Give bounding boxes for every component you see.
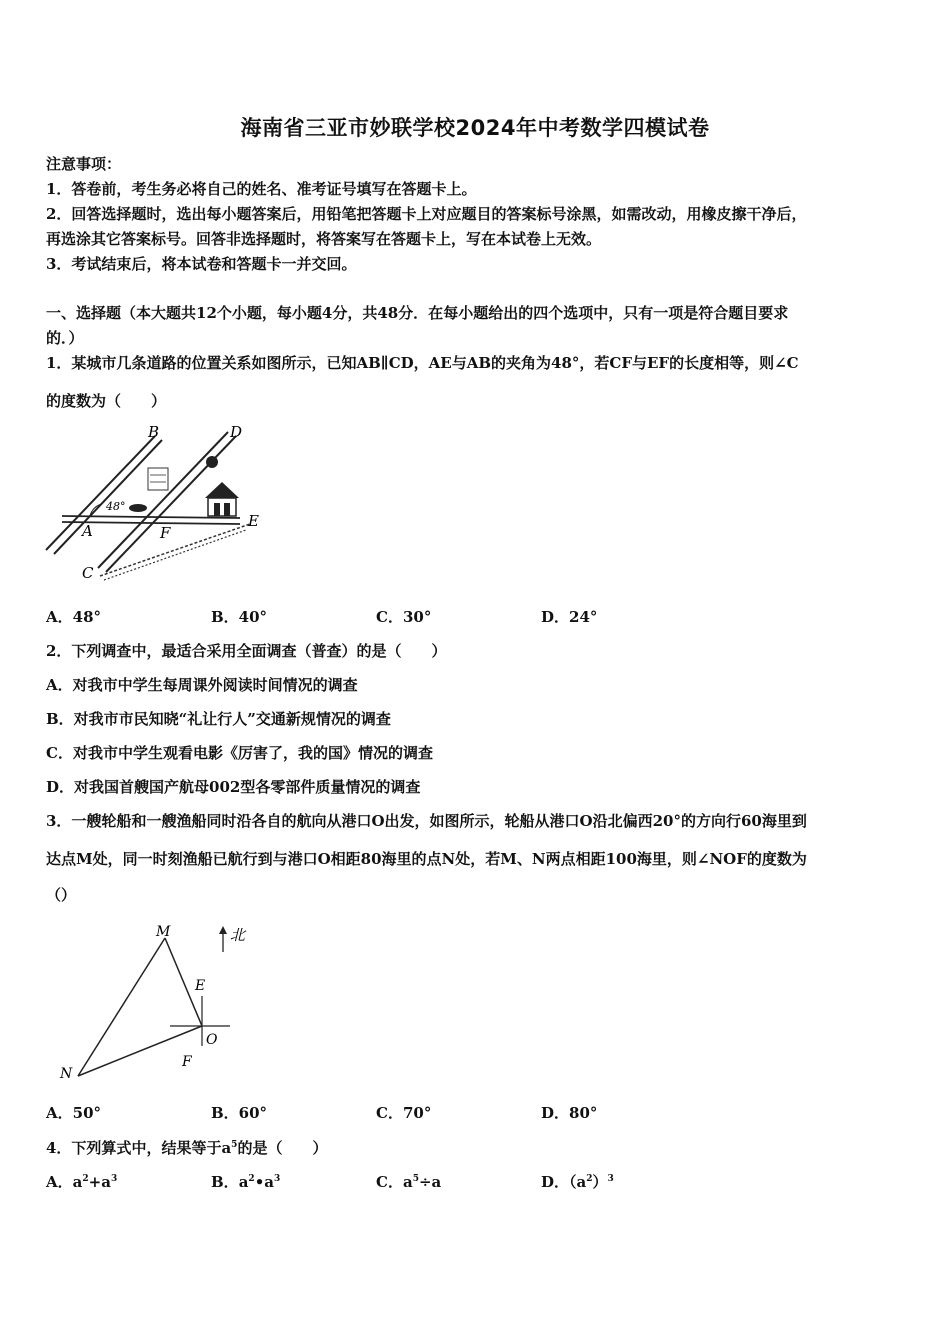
q4-option-d[interactable]: D．$(a^2)^3$: [541, 1173, 614, 1191]
label-o: O: [206, 1032, 218, 1048]
q4-stem: 4．下列算式中，结果等于$a^5$的是（ ）: [46, 1139, 328, 1157]
q1-stem-cont: 的度数为（ ）: [46, 392, 167, 410]
q1-figure: [40, 420, 280, 588]
segment-mn: [78, 938, 165, 1076]
section-heading-cont: 的．）: [46, 329, 84, 347]
q1-option-d[interactable]: D．24°: [541, 608, 598, 626]
traffic-sign-icon: [206, 456, 218, 468]
label-angle-48: 48°: [106, 500, 126, 513]
label-e: E: [195, 978, 206, 994]
q2-option-d[interactable]: D．对我国首艘国产航母002型各零部件质量情况的调查: [46, 778, 421, 796]
q3-option-b[interactable]: B．60°: [211, 1104, 268, 1122]
q1-option-a[interactable]: A．48°: [46, 608, 102, 626]
notice-item: 3．考试结束后，将本试卷和答题卡一并交回。: [46, 255, 357, 273]
q1-option-c[interactable]: C．30°: [376, 608, 432, 626]
q3-option-a[interactable]: A．50°: [46, 1104, 102, 1122]
label-m: M: [156, 924, 171, 940]
q3-option-d[interactable]: D．80°: [541, 1104, 598, 1122]
q3-stem: 3．一艘轮船和一艘渔船同时沿各自的航向从港口O出发，如图所示，轮船从港口O沿北偏西20°的方向行60海里到: [46, 812, 807, 830]
q1-stem: 1．某城市几条道路的位置关系如图所示，已知AB∥CD，AE与AB的夹角为48°，若CF与EF的长度相等，则∠C: [46, 354, 799, 372]
q2-option-b[interactable]: B．对我市市民知晓“礼让行人”交通新规情况的调查: [46, 710, 391, 728]
house-icon: [205, 482, 239, 516]
notice-heading: 注意事项：: [46, 155, 122, 173]
label-d: D: [230, 423, 243, 441]
label-f: F: [182, 1054, 192, 1070]
car-icon: [129, 504, 147, 512]
q2-stem: 2．下列调查中，最适合采用全面调查（普查）的是（ ）: [46, 642, 447, 660]
road-ce-line: [100, 524, 250, 576]
label-c: C: [82, 564, 94, 582]
page-title: 海南省三亚市妙联学校2024年中考数学四模试卷: [240, 116, 710, 140]
label-a: A: [82, 522, 93, 540]
notice-item: 2．回答选择题时，选出每小题答案后，用铅笔把答题卡上对应题目的答案标号涂黑，如需改动，用橡皮擦干净后，: [46, 205, 807, 223]
q2-option-c[interactable]: C．对我市中学生观看电影《厉害了，我的国》情况的调查: [46, 744, 433, 762]
q2-option-a[interactable]: A．对我市中学生每周课外阅读时间情况的调查: [46, 676, 358, 694]
q3-stem-cont: （）: [46, 886, 77, 904]
q1-option-b[interactable]: B．40°: [211, 608, 268, 626]
label-n: N: [60, 1066, 73, 1082]
section-heading: 一、选择题（本大题共12个小题，每小题4分，共48分．在每小题给出的四个选项中，只有一项是符合题目要求: [46, 304, 789, 322]
label-north: 北: [230, 926, 246, 944]
road-ab-line: [54, 440, 162, 554]
q4-option-c[interactable]: C．$a^5\div a$: [376, 1173, 442, 1191]
q4-option-b[interactable]: B．$a^2•a^3$: [211, 1173, 281, 1191]
road-ab-line: [46, 436, 155, 550]
label-f: F: [160, 524, 171, 542]
q3-figure: [50, 918, 270, 1088]
q3-stem-cont: 达点M处，同一时刻渔船已航行到与港口O相距80海里的点N处，若M、N两点相距100海里，则∠NOF的度数为: [46, 850, 807, 868]
road-ce-line: [104, 530, 246, 580]
q3-option-c[interactable]: C．70°: [376, 1104, 432, 1122]
notice-item: 1．答卷前，考生务必将自己的姓名、准考证号填写在答题卡上。: [46, 180, 477, 198]
label-b: B: [148, 423, 160, 441]
q4-option-a[interactable]: A．$a^2+a^3$: [46, 1173, 118, 1191]
building-icon: [148, 468, 168, 490]
label-e: E: [248, 512, 259, 530]
notice-item: 再选涂其它答案标号。回答非选择题时，将答案写在答题卡上，写在本试卷上无效。: [46, 230, 602, 248]
